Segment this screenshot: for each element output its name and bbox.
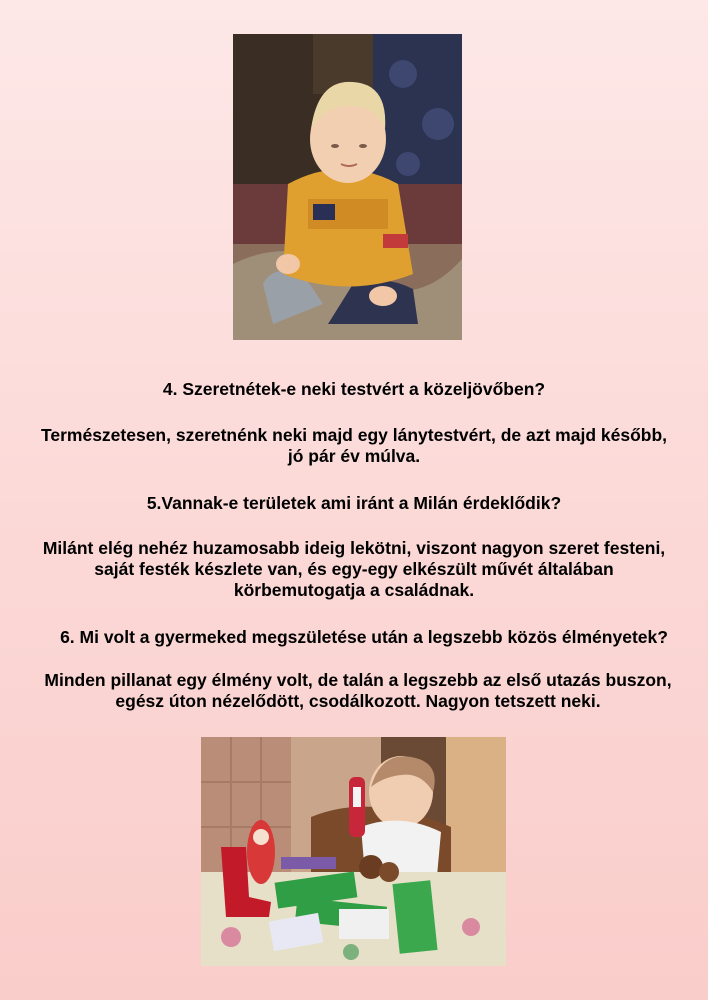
question-4: 4. Szeretnétek-e neki testvért a közeljövőben? <box>162 379 546 399</box>
answer-6 <box>4 670 708 712</box>
answer-4-line-1: Természetesen, szeretnénk neki majd egy lánytestvért, de azt majd később, <box>40 425 668 445</box>
question-5: 5.Vannak-e területek ami iránt a Milán érdeklődik? <box>146 493 562 513</box>
answer-5 <box>0 538 708 601</box>
answer-6-line-2: egész úton nézelődött, csodálkozott. Nagyon tetszett neki. <box>115 691 601 711</box>
answer-5-line-2: saját festék készlete van, és egy-egy elkészült művét általában <box>94 559 614 579</box>
answer-5-line-3: körbemutogatja a családnak. <box>233 580 475 600</box>
answer-5-line-1: Milánt elég nehéz huzamosabb ideig lekötni, viszont nagyon szeret festeni, <box>42 538 666 558</box>
question-6: 6. Mi volt a gyermeked megszületése után a legszebb közös élményetek? <box>60 627 668 647</box>
photo-child-with-sweets <box>201 737 506 966</box>
answer-6-line-1: Minden pillanat egy élmény volt, de talán a legszebb az első utazás buszon, <box>44 670 672 690</box>
photo-child-sitting <box>233 34 462 340</box>
answer-4-line-2: jó pár év múlva. <box>287 446 421 466</box>
answer-4 <box>0 425 708 467</box>
